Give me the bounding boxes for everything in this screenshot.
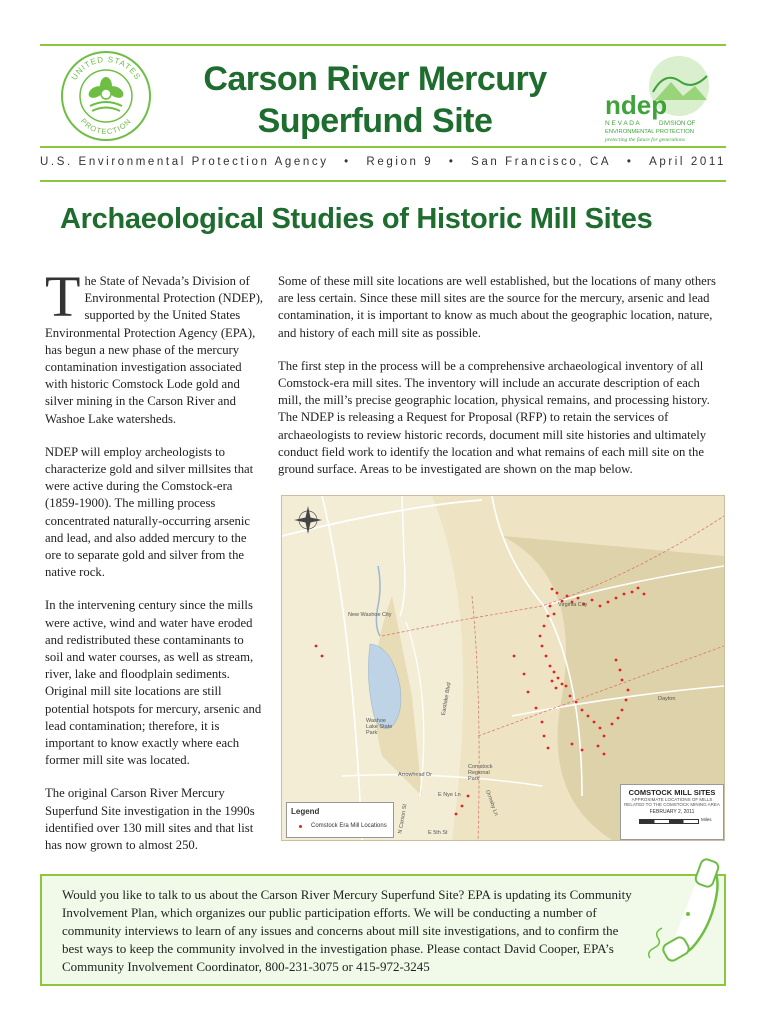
map-label: Arrowhead Dr <box>398 772 432 778</box>
left-column <box>45 264 265 870</box>
map-label: N Carson St <box>397 803 409 835</box>
map-label: E Nye Ln <box>438 792 461 798</box>
map-label: Comstock Regional Park <box>468 764 493 782</box>
article-headline: Archaeological Studies of Historic Mill Sites <box>60 203 653 235</box>
map-legend <box>286 802 394 838</box>
map-date: FEBRUARY 2, 2011 <box>649 809 695 815</box>
map-label: Eastlake Blvd <box>440 682 453 716</box>
issue-date: April 2011 <box>649 156 726 168</box>
region-label: Region 9 <box>366 156 434 168</box>
bullet-separator: • <box>448 156 456 168</box>
telephone-icon <box>642 858 724 968</box>
ndep-line2: DIVISION OF <box>659 121 696 127</box>
scale-bar <box>621 817 723 827</box>
agency-name: U.S. Environmental Protection Agency <box>40 156 329 168</box>
map-label: Dayton <box>658 696 676 702</box>
drop-cap: T <box>45 264 81 329</box>
epa-seal-logo <box>60 50 152 142</box>
masthead-title <box>170 58 580 142</box>
legend-title: Legend <box>291 807 320 816</box>
bullet-separator: • <box>626 156 634 168</box>
scale-unit: Miles <box>701 817 712 822</box>
map-label: New Washoe City <box>348 612 392 618</box>
ndep-tagline: protecting the future for generations <box>605 137 685 143</box>
header-rule-lower <box>40 180 726 182</box>
seal-bottom-text: PROTECTION <box>78 116 134 137</box>
masthead-title-line2: Superfund Site <box>257 102 493 140</box>
paragraph: Some of these mill site locations are well established, but the locations of many others are less certain. Since these mill sites are the source for the mercury, arsenic and lead contamination, it is important to know as much about the geographic location, nature, and history of each mill site as possible. <box>278 274 716 340</box>
masthead-title-line1: Carson River Mercury <box>203 60 547 98</box>
map-title: COMSTOCK MILL SITES <box>628 788 716 797</box>
ndep-line3: ENVIRONMENTAL PROTECTION <box>605 129 694 135</box>
community-involvement-callout <box>40 874 726 986</box>
paragraph: The original Carson River Mercury Superfund Site investigation in the 1990s identified over 130 mill sites and that list has now grown to almost 250. <box>45 786 255 853</box>
paragraph: In the intervening century since the mills were active, wind and water have eroded and redistributed these contaminants to soil and water courses, as well as stream, river, lake and floodplain sediments. Original mill site locations are still potential hotspots for mercury, arsenic and lead contamination; therefore, it is important to know exactly where each former mill site was located. <box>45 598 262 768</box>
callout-text: Would you like to talk to us about the Carson River Mercury Superfund Site? EPA is updating its Community Involvement Plan, which organizes our public participation efforts. We will be conducting a number of community interviews to learn of any issues and concerns about mill site investigations, and to confirm the best ways to keep the community involved in the investigation phase. Please contact David Cooper, EPA’s Community Involvement Coordinator, 800-231-3075 or 415-972-3245 <box>62 887 632 974</box>
seal-top-text: UNITED STATES <box>69 54 143 82</box>
mill-sites-map <box>281 495 725 841</box>
map-label: E 5th St <box>428 830 448 836</box>
paragraph: The first step in the process will be a comprehensive archaeological inventory of all Comstock-era mill sites. The inventory will include an accurate description of each mill, the mill’s precise geographic location, physical remains, and processing history. The NDEP is releasing a Request for Proposal (RFP) to retain the services of archaeologists to review historic records, document mill site histories and ultimately conduct field work to identify the location and what remains of each mill site on the ground surface. Areas to be investigated are shown on the map below. <box>278 358 710 477</box>
map-label: Ormsby Ln <box>484 789 499 817</box>
top-rule <box>40 44 726 46</box>
paragraph-text: he State of Nevada’s Division of Environmental Protection (NDEP), supported by the United States Environmental Protection Agency (EPA), has begun a new phase of the mercury contamination investigation associated with historic Comstock Lode gold and silver mining in the Carson River and Washoe Lake watersheds. <box>45 274 264 426</box>
header-rule-upper <box>40 146 726 148</box>
legend-item: Comstock Era Mill Locations <box>311 823 387 829</box>
map-subtitle: APPROXIMATE LOCATIONS OF MILLS <box>631 797 713 802</box>
map-subtitle: RELATED TO THE COMSTOCK MINING AREA <box>624 802 720 807</box>
map-label: Washoe Lake State Park <box>366 718 393 736</box>
ndep-logo <box>603 52 725 144</box>
bullet-separator: • <box>344 156 351 168</box>
right-column <box>278 273 723 494</box>
map-label: Virginia City <box>558 602 588 608</box>
paragraph <box>45 264 265 428</box>
paragraph: NDEP will employ archeologists to characterize gold and silver millsites that were active during the Comstock-era (1859-1900). The milling process concentrated naturally-occurring arsenic and lead, and also added mercury to the ore to separate gold and silver from the native rock. <box>45 444 254 580</box>
map-title-box <box>620 784 724 840</box>
ndep-line1: N E V A D A <box>605 120 640 127</box>
city-label: San Francisco, CA <box>471 156 612 168</box>
ndep-wordmark: ndep <box>605 90 668 120</box>
legend-point-icon <box>299 825 302 828</box>
masthead-subline <box>40 156 726 168</box>
